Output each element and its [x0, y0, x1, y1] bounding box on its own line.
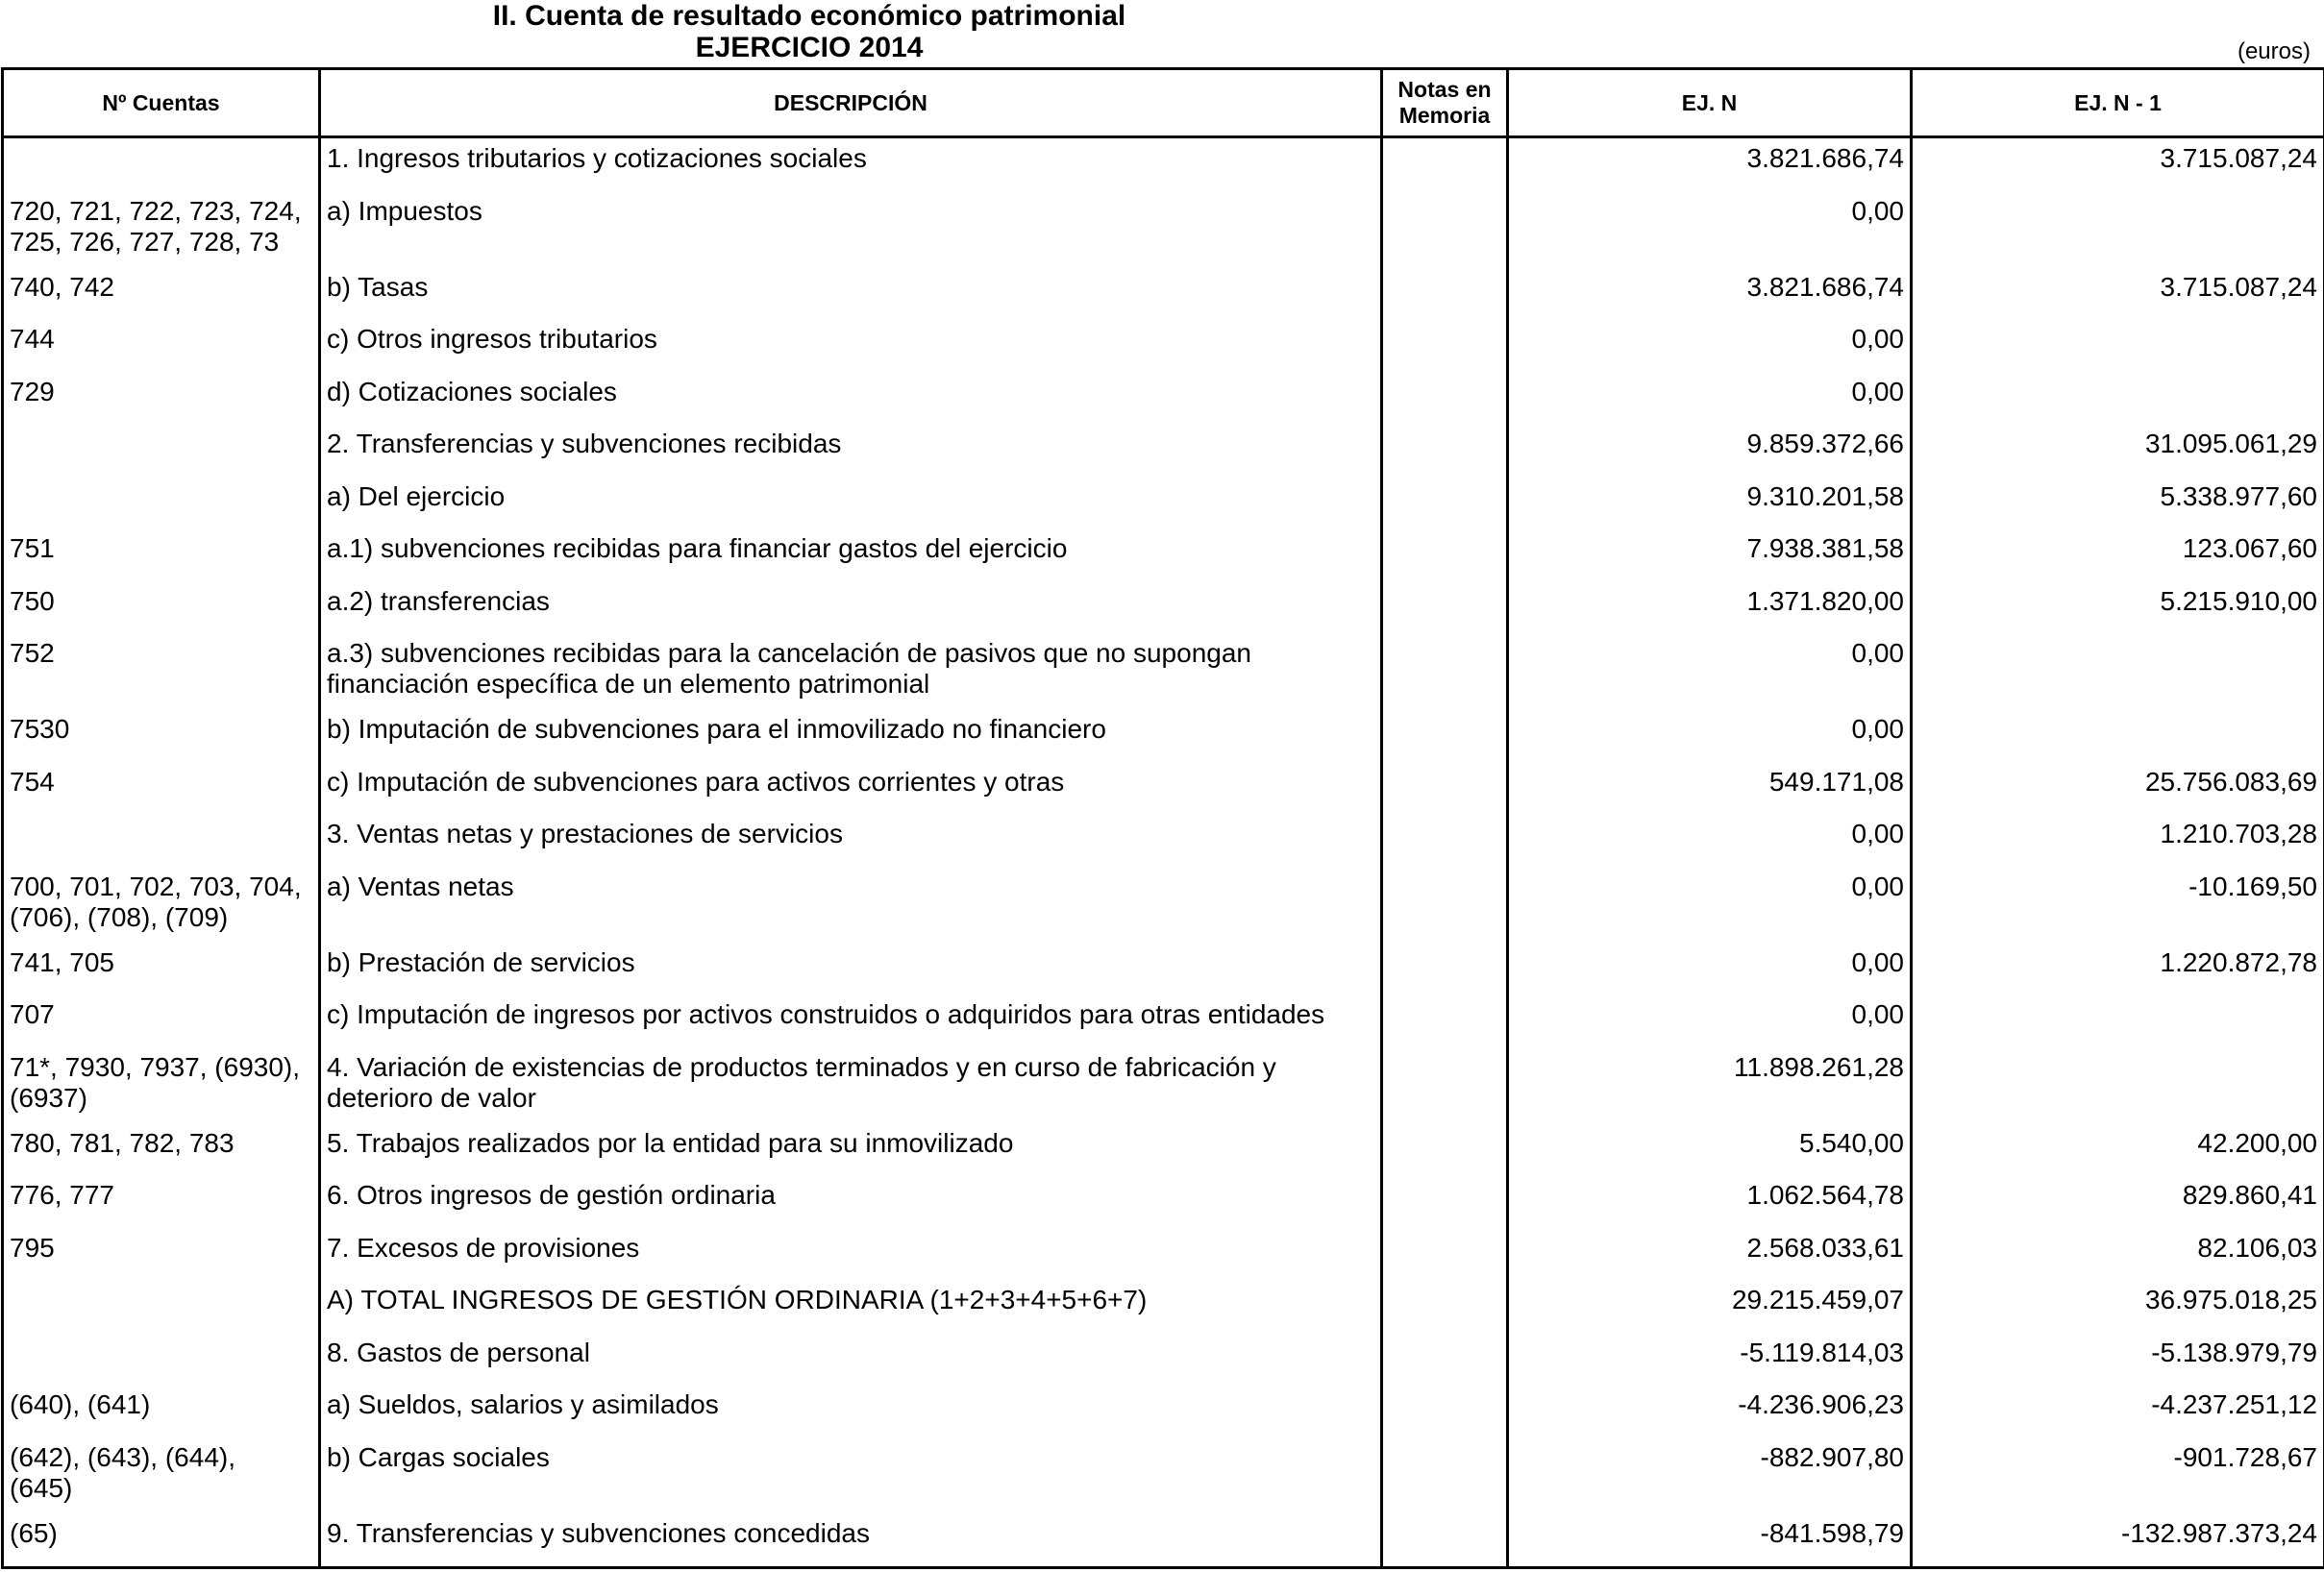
- cell-notas: [1382, 1438, 1508, 1514]
- cell-descripcion: 6. Otros ingresos de gestión ordinaria: [320, 1176, 1382, 1229]
- table-row: [3, 710, 2324, 763]
- cell-ej-n1: 829.860,41: [1912, 1176, 2324, 1229]
- cell-cuentas: [3, 1281, 320, 1334]
- cell-ej-n: 0,00: [1508, 192, 1912, 268]
- report-subtitle: EJERCICIO 2014: [695, 32, 924, 63]
- table-row: [3, 268, 2324, 321]
- cell-ej-n: 0,00: [1508, 320, 1912, 373]
- cell-ej-n1: 3.715.087,24: [1912, 137, 2324, 192]
- cell-ej-n1: 82.106,03: [1912, 1229, 2324, 1282]
- cell-ej-n: -841.598,79: [1508, 1514, 1912, 1568]
- cell-notas: [1382, 868, 1508, 944]
- cell-descripcion: a) Del ejercicio: [320, 478, 1382, 530]
- cell-descripcion: a.1) subvenciones recibidas para financiar gastos del ejercicio: [320, 529, 1382, 582]
- cell-cuentas: (640), (641): [3, 1386, 320, 1438]
- cell-cuentas: 744: [3, 320, 320, 373]
- cell-notas: [1382, 634, 1508, 710]
- cell-ej-n: 0,00: [1508, 868, 1912, 944]
- cell-ej-n1: 42.200,00: [1912, 1124, 2324, 1177]
- cell-cuentas: (65): [3, 1514, 320, 1568]
- cell-cuentas: 776, 777: [3, 1176, 320, 1229]
- cell-notas: [1382, 1281, 1508, 1334]
- cell-notas: [1382, 1334, 1508, 1387]
- cell-notas: [1382, 192, 1508, 268]
- cell-descripcion: b) Prestación de servicios: [320, 944, 1382, 996]
- cell-descripcion: 7. Excesos de provisiones: [320, 1229, 1382, 1282]
- cell-descripcion: 1. Ingresos tributarios y cotizaciones sociales: [320, 137, 1382, 192]
- cell-ej-n1: [1912, 192, 2324, 268]
- cell-ej-n1: -5.138.979,79: [1912, 1334, 2324, 1387]
- cell-notas: [1382, 710, 1508, 763]
- table-row: [3, 1048, 2324, 1124]
- cell-descripcion: c) Imputación de subvenciones para activos corrientes y otras: [320, 763, 1382, 816]
- table-body: [3, 137, 2324, 1568]
- cell-ej-n: 1.062.564,78: [1508, 1176, 1912, 1229]
- cell-cuentas: 71*, 7930, 7937, (6930), (6937): [3, 1048, 320, 1124]
- cell-ej-n: 0,00: [1508, 710, 1912, 763]
- cell-cuentas: [3, 815, 320, 868]
- cell-notas: [1382, 1176, 1508, 1229]
- cell-ej-n1: 5.338.977,60: [1912, 478, 2324, 530]
- cell-descripcion: a) Ventas netas: [320, 868, 1382, 944]
- currency-unit: (euros): [2237, 38, 2311, 64]
- cell-ej-n1: 1.220.872,78: [1912, 944, 2324, 996]
- cell-cuentas: 752: [3, 634, 320, 710]
- cell-ej-n1: 25.756.083,69: [1912, 763, 2324, 816]
- col-header-ejn: EJ. N: [1508, 69, 1912, 137]
- cell-cuentas: [3, 478, 320, 530]
- cell-notas: [1382, 529, 1508, 582]
- cell-notas: [1382, 478, 1508, 530]
- cell-notas: [1382, 425, 1508, 478]
- cell-cuentas: 707: [3, 995, 320, 1048]
- cell-ej-n1: 5.215.910,00: [1912, 582, 2324, 635]
- cell-ej-n1: -901.728,67: [1912, 1438, 2324, 1514]
- cell-ej-n: 7.938.381,58: [1508, 529, 1912, 582]
- cell-cuentas: (642), (643), (644), (645): [3, 1438, 320, 1514]
- table-row: [3, 1386, 2324, 1438]
- cell-notas: [1382, 320, 1508, 373]
- cell-notas: [1382, 995, 1508, 1048]
- cell-ej-n: 0,00: [1508, 373, 1912, 426]
- table-row: [3, 763, 2324, 816]
- cell-cuentas: 7530: [3, 710, 320, 763]
- cell-notas: [1382, 1229, 1508, 1282]
- cell-ej-n1: -10.169,50: [1912, 868, 2324, 944]
- report-title: II. Cuenta de resultado económico patrimonial: [492, 0, 1126, 32]
- cell-cuentas: 795: [3, 1229, 320, 1282]
- cell-cuentas: 720, 721, 722, 723, 724, 725, 726, 727, 728, 73: [3, 192, 320, 268]
- cell-ej-n: 5.540,00: [1508, 1124, 1912, 1177]
- cell-ej-n: 9.859.372,66: [1508, 425, 1912, 478]
- cell-descripcion: 2. Transferencias y subvenciones recibidas: [320, 425, 1382, 478]
- col-header-cuentas: Nº Cuentas: [3, 69, 320, 137]
- cell-ej-n: -882.907,80: [1508, 1438, 1912, 1514]
- cell-cuentas: 740, 742: [3, 268, 320, 321]
- cell-ej-n: 549.171,08: [1508, 763, 1912, 816]
- cell-ej-n: 29.215.459,07: [1508, 1281, 1912, 1334]
- table-row: [3, 1514, 2324, 1568]
- results-table: [1, 67, 2324, 1569]
- cell-ej-n: 2.568.033,61: [1508, 1229, 1912, 1282]
- cell-ej-n: 0,00: [1508, 634, 1912, 710]
- table-row: [3, 1229, 2324, 1282]
- cell-descripcion: c) Otros ingresos tributarios: [320, 320, 1382, 373]
- cell-ej-n: -5.119.814,03: [1508, 1334, 1912, 1387]
- cell-notas: [1382, 944, 1508, 996]
- cell-descripcion: a.2) transferencias: [320, 582, 1382, 635]
- cell-ej-n: 0,00: [1508, 815, 1912, 868]
- cell-descripcion: 8. Gastos de personal: [320, 1334, 1382, 1387]
- table-row: [3, 582, 2324, 635]
- cell-cuentas: 780, 781, 782, 783: [3, 1124, 320, 1177]
- table-row: [3, 1124, 2324, 1177]
- cell-ej-n1: 1.210.703,28: [1912, 815, 2324, 868]
- cell-ej-n: 9.310.201,58: [1508, 478, 1912, 530]
- cell-descripcion: b) Tasas: [320, 268, 1382, 321]
- cell-ej-n: 1.371.820,00: [1508, 582, 1912, 635]
- cell-descripcion: a) Sueldos, salarios y asimilados: [320, 1386, 1382, 1438]
- cell-descripcion: 3. Ventas netas y prestaciones de servicios: [320, 815, 1382, 868]
- cell-notas: [1382, 1386, 1508, 1438]
- cell-notas: [1382, 1514, 1508, 1568]
- cell-descripcion: b) Imputación de subvenciones para el inmovilizado no financiero: [320, 710, 1382, 763]
- cell-cuentas: 700, 701, 702, 703, 704, (706), (708), (709): [3, 868, 320, 944]
- cell-cuentas: 729: [3, 373, 320, 426]
- table-row: [3, 1281, 2324, 1334]
- cell-cuentas: 751: [3, 529, 320, 582]
- cell-ej-n1: [1912, 710, 2324, 763]
- cell-descripcion: a) Impuestos: [320, 192, 1382, 268]
- table-row: [3, 995, 2324, 1048]
- table-row: [3, 320, 2324, 373]
- cell-cuentas: [3, 137, 320, 192]
- cell-descripcion: b) Cargas sociales: [320, 1438, 1382, 1514]
- cell-notas: [1382, 1048, 1508, 1124]
- cell-notas: [1382, 373, 1508, 426]
- cell-ej-n: -4.236.906,23: [1508, 1386, 1912, 1438]
- cell-descripcion: A) TOTAL INGRESOS DE GESTIÓN ORDINARIA (1+2+3+4+5+6+7): [320, 1281, 1382, 1334]
- cell-descripcion: c) Imputación de ingresos por activos construidos o adquiridos para otras entidades: [320, 995, 1382, 1048]
- col-header-descripcion: DESCRIPCIÓN: [320, 69, 1382, 137]
- table-row: [3, 944, 2324, 996]
- cell-cuentas: 741, 705: [3, 944, 320, 996]
- cell-notas: [1382, 763, 1508, 816]
- cell-notas: [1382, 268, 1508, 321]
- cell-descripcion: 4. Variación de existencias de productos terminados y en curso de fabricación y deterioro de valor: [320, 1048, 1382, 1124]
- cell-ej-n1: [1912, 995, 2324, 1048]
- cell-ej-n: 11.898.261,28: [1508, 1048, 1912, 1124]
- cell-ej-n: 0,00: [1508, 995, 1912, 1048]
- table-header-row: [3, 69, 2324, 137]
- table-row: [3, 1334, 2324, 1387]
- cell-ej-n1: [1912, 373, 2324, 426]
- cell-notas: [1382, 1124, 1508, 1177]
- table-row: [3, 634, 2324, 710]
- cell-ej-n1: 3.715.087,24: [1912, 268, 2324, 321]
- cell-cuentas: [3, 1334, 320, 1387]
- col-header-notas: Notas en Memoria: [1382, 69, 1508, 137]
- cell-descripcion: a.3) subvenciones recibidas para la cancelación de pasivos que no supongan financiación específica de un elemento patrimonial: [320, 634, 1382, 710]
- cell-cuentas: 754: [3, 763, 320, 816]
- cell-ej-n1: [1912, 634, 2324, 710]
- cell-ej-n: 3.821.686,74: [1508, 137, 1912, 192]
- cell-notas: [1382, 815, 1508, 868]
- table-row: [3, 529, 2324, 582]
- table-row: [3, 1176, 2324, 1229]
- col-header-ejn1: EJ. N - 1: [1912, 69, 2324, 137]
- cell-ej-n1: 31.095.061,29: [1912, 425, 2324, 478]
- cell-ej-n1: [1912, 320, 2324, 373]
- cell-descripcion: 5. Trabajos realizados por la entidad para su inmovilizado: [320, 1124, 1382, 1177]
- cell-descripcion: 9. Transferencias y subvenciones concedidas: [320, 1514, 1382, 1568]
- table-row: [3, 868, 2324, 944]
- table-row: [3, 137, 2324, 192]
- cell-ej-n1: [1912, 1048, 2324, 1124]
- table-row: [3, 815, 2324, 868]
- cell-notas: [1382, 137, 1508, 192]
- cell-ej-n1: 36.975.018,25: [1912, 1281, 2324, 1334]
- table-row: [3, 192, 2324, 268]
- cell-ej-n: 0,00: [1508, 944, 1912, 996]
- cell-ej-n1: 123.067,60: [1912, 529, 2324, 582]
- table-row: [3, 478, 2324, 530]
- cell-cuentas: [3, 425, 320, 478]
- cell-descripcion: d) Cotizaciones sociales: [320, 373, 1382, 426]
- cell-ej-n1: -132.987.373,24: [1912, 1514, 2324, 1568]
- cell-ej-n: 3.821.686,74: [1508, 268, 1912, 321]
- cell-ej-n1: -4.237.251,12: [1912, 1386, 2324, 1438]
- table-row: [3, 373, 2324, 426]
- cell-notas: [1382, 582, 1508, 635]
- cell-cuentas: 750: [3, 582, 320, 635]
- table-row: [3, 425, 2324, 478]
- table-row: [3, 1438, 2324, 1514]
